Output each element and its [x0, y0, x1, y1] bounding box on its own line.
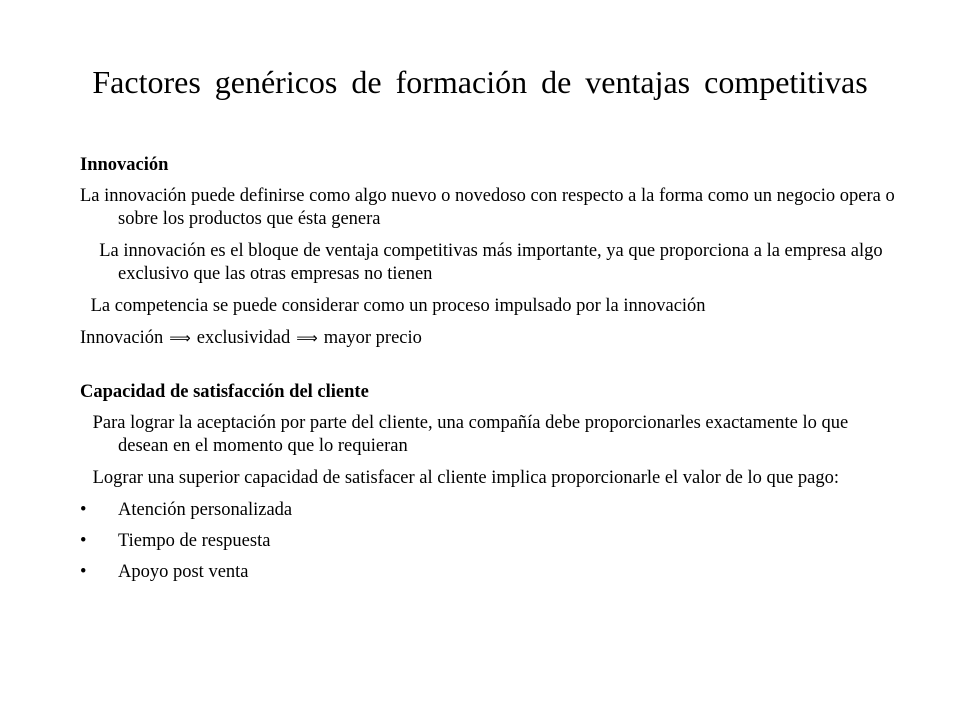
bullet-text: Atención personalizada — [118, 500, 293, 520]
bullet-dot-icon: • — [80, 531, 87, 551]
bullet-item — [80, 530, 900, 553]
bullet-list — [80, 499, 900, 584]
slide-content — [80, 154, 900, 592]
paragraph-innovacion-definicion: La innovación puede definirse como algo nuevo o novedoso con respecto a la forma como un negocio opera o sobre los productos que ésta genera — [80, 186, 895, 229]
bullet-item — [80, 561, 900, 584]
slide-title: Factores genéricos de formación de ventajas competitivas — [92, 64, 868, 100]
section-spacer — [80, 359, 900, 381]
section-heading-innovacion: Innovación — [80, 155, 169, 175]
chain-item-exclusividad: exclusividad — [196, 328, 291, 348]
bullet-dot-icon: • — [80, 500, 87, 520]
implies-arrow-icon: ⟹ — [296, 329, 318, 347]
paragraph-aceptacion-cliente — [80, 412, 900, 458]
paragraph-innovacion-bloque-text: La innovación es el bloque de ventaja competitivas más importante, ya que proporciona a la empresa algo exclusivo que las otras empresas no tienen — [99, 241, 883, 284]
chain-item-mayor-precio: mayor precio — [323, 328, 422, 348]
paragraph-competencia-text: La competencia se puede considerar como un proceso impulsado por la innovación — [90, 296, 706, 316]
chain-item-innovacion: Innovación — [80, 328, 164, 348]
bullet-item — [80, 499, 900, 522]
paragraph-innovacion-bloque — [80, 240, 900, 286]
bullet-dot-icon: • — [80, 562, 87, 582]
paragraph-competencia — [80, 295, 900, 318]
paragraph-capacidad-satisfacer — [80, 467, 900, 490]
bullet-text: Tiempo de respuesta — [118, 531, 271, 551]
paragraph-aceptacion-cliente-text: Para lograr la aceptación por parte del cliente, una compañía debe proporcionarles exactamente lo que desean en el momento que lo requieran — [92, 413, 849, 456]
implies-arrow-icon: ⟹ — [169, 329, 191, 347]
section-heading-satisfaccion: Capacidad de satisfacción del cliente — [80, 382, 369, 402]
innovation-chain — [80, 327, 900, 350]
bullet-text: Apoyo post venta — [118, 562, 249, 582]
paragraph-capacidad-satisfacer-text: Lograr una superior capacidad de satisfacer al cliente implica proporcionarle el valor de lo que pago: — [92, 468, 839, 488]
